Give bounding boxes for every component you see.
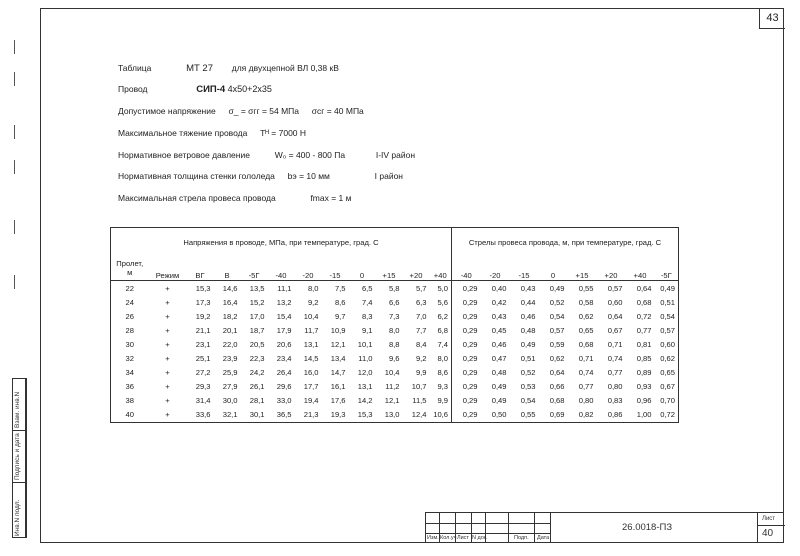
sag-cell: 0,29: [462, 396, 478, 406]
sag-cell: 0,29: [462, 297, 478, 307]
sag-cell: 0,54: [549, 311, 565, 321]
stamp-col-label: Дата: [537, 535, 550, 541]
sag-cell: 0,62: [655, 351, 679, 365]
stress-cell: 29,6: [276, 382, 292, 392]
sag-cell: 0,49: [491, 396, 507, 406]
stress-cell: 33,0: [276, 396, 292, 406]
sag-cell: 0,49: [655, 281, 679, 296]
stress-group-header: Напряжения в проводе, МПа, при температуре, град. С: [111, 228, 452, 257]
sag-cell: 0,49: [491, 382, 507, 392]
stress-cell: 15,4: [276, 311, 292, 321]
stress-cell: 9,2: [415, 354, 427, 364]
span-cell: 24: [111, 295, 149, 309]
stamp-col-label: Лист: [457, 535, 469, 541]
sag-col-header: -20: [481, 256, 510, 281]
span-cell: 22: [111, 281, 149, 296]
sag-cell: 0,93: [636, 382, 652, 392]
conductor-line: Провод СИП-4 4х50+2х35: [118, 84, 272, 95]
stress-cell: 10,1: [357, 339, 373, 349]
mode-cell: +: [149, 408, 187, 423]
sag-cell: 0,80: [578, 396, 594, 406]
stress-cell: 14,7: [330, 368, 346, 378]
stress-cell: 10,7: [411, 382, 427, 392]
stress-cell: 25,9: [222, 368, 238, 378]
stress-cell: 10,4: [384, 368, 400, 378]
stress-cell: 11,1: [277, 283, 292, 293]
stamp-line: [508, 513, 509, 543]
binding-mark: [14, 72, 15, 86]
sag-cell: 0,60: [655, 337, 679, 351]
stress-col-header: -15: [322, 256, 349, 281]
sheet-label: Лист: [762, 516, 776, 522]
stress-cell: 8,0: [307, 283, 319, 293]
stress-cell: 5,6: [430, 295, 452, 309]
stress-cell: 23,1: [195, 339, 211, 349]
stress-cell: 18,7: [249, 325, 265, 335]
stamp-line: [426, 533, 550, 534]
sag-cell: 0,62: [578, 311, 594, 321]
sag-cell: 0,46: [491, 339, 507, 349]
stress-col-header: -5Г: [241, 256, 268, 281]
stress-cell: 9,3: [430, 380, 452, 394]
binding-mark: [14, 160, 15, 174]
sag-cell: 0,71: [578, 354, 594, 364]
span-cell: 30: [111, 337, 149, 351]
ice-thickness-line: Нормативная толщина стенки гололеда bэ = 10 мм I район: [118, 171, 404, 181]
mode-cell: +: [165, 396, 170, 406]
sag-cell: 0,43: [520, 283, 536, 293]
stamp-col-label: Подп.: [514, 535, 529, 541]
stress-cell: 31,4: [195, 396, 211, 406]
sag-cell: 0,81: [636, 339, 652, 349]
sag-cell: 0,74: [607, 354, 623, 364]
wind-pressure-line: Нормативное ветровое давление W₀ = 400 - 800 Па I-IV район: [118, 150, 416, 160]
sag-cell: 0,64: [549, 368, 565, 378]
sag-cell: 0,68: [578, 339, 594, 349]
span-cell: 38: [111, 394, 149, 408]
sag-cell: 0,67: [655, 380, 679, 394]
stress-cell: 27,9: [222, 382, 238, 392]
stamp-col-label: Изм.: [427, 535, 439, 541]
sag-cell: 0,62: [549, 354, 565, 364]
sag-col-header: 0: [539, 256, 568, 281]
span-cell: 26: [111, 309, 149, 323]
stress-cell: 20,1: [222, 325, 238, 335]
sag-cell: 0,65: [655, 366, 679, 380]
page-number: 43: [759, 8, 785, 29]
stress-cell: 21,3: [295, 408, 322, 423]
stress-cell: 23,9: [222, 354, 238, 364]
sag-cell: 0,43: [491, 311, 507, 321]
table-row: [111, 394, 679, 408]
stress-cell: 17,7: [303, 382, 319, 392]
stress-cell: 6,8: [430, 323, 452, 337]
table-row: [111, 351, 679, 365]
stress-cell: 7,0: [415, 311, 427, 321]
sag-cell: 0,53: [520, 382, 536, 392]
mode-cell: +: [165, 311, 170, 321]
stress-col-header: +20: [403, 256, 430, 281]
stress-cell: 19,2: [195, 311, 211, 321]
span-header: Пролет, м: [111, 256, 149, 281]
mode-cell: +: [165, 368, 170, 378]
stress-cell: 8,0: [430, 351, 452, 365]
sag-cell: 0,48: [520, 325, 536, 335]
sag-cell: 0,55: [578, 283, 594, 293]
stress-cell: 16,0: [303, 368, 319, 378]
stress-cell: 19,3: [322, 408, 349, 423]
stress-cell: 13,0: [376, 408, 403, 423]
stress-cell: 15,3: [349, 408, 376, 423]
stress-cell: 33,6: [187, 408, 214, 423]
stress-cell: 9,9: [430, 394, 452, 408]
sag-cell: 0,86: [597, 408, 626, 423]
sag-cell: 0,49: [520, 339, 536, 349]
stress-cell: 15,3: [195, 283, 211, 293]
stress-cell: 13,1: [357, 382, 373, 392]
stress-cell: 19,4: [303, 396, 319, 406]
table-row: [111, 309, 679, 323]
binding-mark: [14, 125, 15, 139]
stress-cell: 17,3: [195, 297, 211, 307]
sag-cell: 0,29: [462, 382, 478, 392]
side-label: Взам. инв.N: [14, 391, 21, 428]
data-table: [110, 227, 679, 423]
sag-cell: 0,48: [491, 368, 507, 378]
stamp-line: [534, 513, 535, 543]
sag-group-header: Стрелы провеса провода, м, при температуре, град. С: [452, 228, 679, 257]
stress-col-header: -40: [268, 256, 295, 281]
sag-cell: 0,46: [520, 311, 536, 321]
stress-cell: 13,1: [303, 339, 319, 349]
stamp-line: [550, 513, 551, 543]
stress-cell: 20,6: [276, 339, 292, 349]
sag-cell: 0,49: [549, 283, 565, 293]
stress-cell: 30,1: [241, 408, 268, 423]
sag-cell: 0,64: [636, 283, 652, 293]
sag-cell: 0,52: [520, 368, 536, 378]
stress-cell: 11,2: [385, 382, 400, 392]
stress-cell: 13,2: [276, 297, 292, 307]
stress-cell: 6,5: [361, 283, 373, 293]
sag-cell: 0,68: [636, 297, 652, 307]
sag-cell: 0,55: [510, 408, 539, 423]
stress-cell: 21,1: [195, 325, 211, 335]
stress-cell: 16,4: [222, 297, 238, 307]
sag-col-header: +20: [597, 256, 626, 281]
sag-cell: 0,65: [578, 325, 594, 335]
stress-cell: 12,1: [330, 339, 346, 349]
sag-cell: 0,77: [578, 382, 594, 392]
span-cell: 40: [111, 408, 149, 423]
stamp-line: [757, 525, 785, 526]
stress-cell: 17,9: [276, 325, 292, 335]
sag-col-header: -15: [510, 256, 539, 281]
stress-cell: 25,1: [195, 354, 211, 364]
sag-cell: 0,70: [655, 394, 679, 408]
stress-cell: 5,7: [415, 283, 427, 293]
sag-cell: 0,52: [549, 297, 565, 307]
stress-cell: 13,5: [249, 283, 265, 293]
stress-cell: 7,4: [361, 297, 373, 307]
table-row: [111, 366, 679, 380]
table-caption-line: Таблица МТ 27 для двухцепной ВЛ 0,38 кВ: [118, 63, 339, 74]
sag-cell: 0,80: [607, 382, 623, 392]
stress-cell: 8,8: [388, 339, 400, 349]
stress-cell: 10,9: [330, 325, 346, 335]
stress-cell: 5,8: [388, 283, 400, 293]
stress-col-header: В: [214, 256, 241, 281]
stress-cell: 22,0: [222, 339, 238, 349]
sag-cell: 0,96: [636, 396, 652, 406]
stress-cell: 20,5: [249, 339, 265, 349]
side-label: Инв.N подл.: [14, 499, 21, 536]
sag-cell: 0,47: [491, 354, 507, 364]
stress-cell: 8,3: [361, 311, 373, 321]
sag-cell: 0,89: [636, 368, 652, 378]
stress-cell: 9,2: [307, 297, 319, 307]
table-row: [111, 408, 679, 423]
stress-cell: 15,2: [249, 297, 265, 307]
stress-cell: 6,2: [430, 309, 452, 323]
sag-cell: 0,64: [607, 311, 623, 321]
table-row: [111, 380, 679, 394]
sag-cell: 0,51: [520, 354, 536, 364]
stress-cell: 29,3: [195, 382, 211, 392]
sag-cell: 0,71: [607, 339, 623, 349]
sag-cell: 0,40: [491, 283, 507, 293]
max-sag-line: Максимальная стрела провеса провода fmax = 1 м: [118, 193, 352, 203]
sag-cell: 0,74: [578, 368, 594, 378]
stress-cell: 12,0: [357, 368, 373, 378]
stress-cell: 8,6: [430, 366, 452, 380]
sag-cell: 0,57: [607, 283, 623, 293]
mode-cell: +: [165, 339, 170, 349]
stress-cell: 14,2: [357, 396, 373, 406]
sag-cell: 0,29: [452, 408, 481, 423]
sag-cell: 0,54: [655, 309, 679, 323]
sag-cell: 0,59: [549, 339, 565, 349]
stamp-col-label: Кол.уч: [440, 535, 457, 541]
sag-cell: 0,69: [539, 408, 568, 423]
stress-cell: 8,6: [334, 297, 346, 307]
stress-col-header: 0: [349, 256, 376, 281]
stress-cell: 6,3: [415, 297, 427, 307]
stress-cell: 22,3: [249, 354, 265, 364]
stress-cell: 9,7: [334, 311, 346, 321]
sag-cell: 0,54: [520, 396, 536, 406]
sag-cell: 0,29: [462, 311, 478, 321]
stress-cell: 8,4: [415, 339, 427, 349]
span-cell: 36: [111, 380, 149, 394]
side-label: Подпись и дата: [14, 433, 21, 480]
stress-col-header: ВГ: [187, 256, 214, 281]
stress-cell: 11,5: [412, 396, 427, 406]
sag-cell: 0,29: [462, 354, 478, 364]
sag-cell: 0,29: [462, 339, 478, 349]
table-row: [111, 337, 679, 351]
mode-cell: +: [165, 283, 170, 293]
stress-cell: 14,6: [222, 283, 238, 293]
stress-cell: 7,7: [415, 325, 427, 335]
stress-cell: 17,0: [249, 311, 265, 321]
binding-mark: [14, 40, 15, 54]
stress-cell: 9,9: [415, 368, 427, 378]
table-row: [111, 281, 679, 296]
stress-col-header: +15: [376, 256, 403, 281]
stamp-col-label: N док.: [472, 535, 488, 541]
stress-cell: 6,6: [388, 297, 400, 307]
stress-cell: 24,2: [249, 368, 265, 378]
table-row: [111, 323, 679, 337]
stress-cell: 5,0: [430, 281, 452, 296]
sag-cell: 0,58: [578, 297, 594, 307]
binding-mark: [14, 275, 15, 289]
sag-cell: 0,57: [655, 323, 679, 337]
stress-col-header: +40: [430, 256, 452, 281]
stress-cell: 9,6: [388, 354, 400, 364]
stress-cell: 16,1: [330, 382, 346, 392]
side-strip-divider: [12, 430, 26, 431]
stress-cell: 11,0: [358, 354, 373, 364]
sag-cell: 0,72: [636, 311, 652, 321]
mode-cell: +: [165, 297, 170, 307]
sag-cell: 0,29: [462, 283, 478, 293]
stress-cell: 14,5: [303, 354, 319, 364]
sag-col-header: -5Г: [655, 256, 679, 281]
stress-cell: 36,5: [268, 408, 295, 423]
stress-cell: 10,6: [430, 408, 452, 423]
sheet-number: 40: [762, 528, 774, 539]
mode-cell: +: [165, 382, 170, 392]
sag-cell: 0,29: [462, 325, 478, 335]
stress-cell: 27,2: [195, 368, 211, 378]
stress-cell: 9,1: [361, 325, 373, 335]
stress-cell: 7,4: [430, 337, 452, 351]
stress-cell: 7,3: [388, 311, 400, 321]
binding-mark: [14, 220, 15, 234]
allowed-stress-line: Допустимое напряжение σ_ = σгг = 54 МПа σсг = 40 МПа: [118, 106, 364, 116]
stress-cell: 18,2: [222, 311, 238, 321]
sag-cell: 0,77: [607, 368, 623, 378]
sag-cell: 0,57: [549, 325, 565, 335]
sag-col-header: -40: [452, 256, 481, 281]
stress-cell: 26,1: [249, 382, 265, 392]
span-cell: 34: [111, 366, 149, 380]
sag-cell: 0,85: [636, 354, 652, 364]
sag-cell: 0,66: [549, 382, 565, 392]
sag-cell: 0,29: [462, 368, 478, 378]
stress-cell: 28,1: [249, 396, 265, 406]
side-strip-divider: [26, 378, 27, 538]
stamp-line: [426, 523, 550, 524]
sag-cell: 0,67: [607, 325, 623, 335]
side-strip-divider: [12, 482, 26, 483]
stress-cell: 11,7: [304, 325, 319, 335]
mode-header: Режим: [149, 256, 187, 281]
sag-cell: 0,72: [655, 408, 679, 423]
mode-cell: +: [165, 354, 170, 364]
stress-cell: 13,4: [330, 354, 346, 364]
sag-cell: 0,77: [636, 325, 652, 335]
sag-cell: 0,50: [481, 408, 510, 423]
document-code: 26.0018-ПЗ: [622, 522, 673, 533]
sag-cell: 0,44: [520, 297, 536, 307]
stamp-line: [757, 513, 758, 543]
span-cell: 28: [111, 323, 149, 337]
sag-cell: 0,82: [568, 408, 597, 423]
sag-cell: 0,60: [607, 297, 623, 307]
stress-col-header: -20: [295, 256, 322, 281]
span-cell: 32: [111, 351, 149, 365]
stress-cell: 7,5: [334, 283, 346, 293]
stress-cell: 26,4: [276, 368, 292, 378]
sag-cell: 0,51: [655, 295, 679, 309]
stress-cell: 23,4: [276, 354, 292, 364]
stress-cell: 8,0: [388, 325, 400, 335]
table-row: [111, 295, 679, 309]
stress-cell: 10,4: [303, 311, 319, 321]
stress-cell: 32,1: [214, 408, 241, 423]
max-tension-line: Максимальное тяжение провода Tᴴ = 7000 Н: [118, 128, 307, 138]
sag-cell: 0,42: [491, 297, 507, 307]
sag-col-header: +40: [626, 256, 655, 281]
stress-cell: 17,6: [330, 396, 346, 406]
sag-cell: 0,83: [607, 396, 623, 406]
sag-cell: 0,45: [491, 325, 507, 335]
sag-col-header: +15: [568, 256, 597, 281]
stress-cell: 12,1: [384, 396, 400, 406]
mode-cell: +: [165, 325, 170, 335]
sag-cell: 0,68: [549, 396, 565, 406]
stress-cell: 30,0: [222, 396, 238, 406]
sag-cell: 1,00: [626, 408, 655, 423]
stress-cell: 12,4: [403, 408, 430, 423]
title-block: [425, 512, 784, 543]
